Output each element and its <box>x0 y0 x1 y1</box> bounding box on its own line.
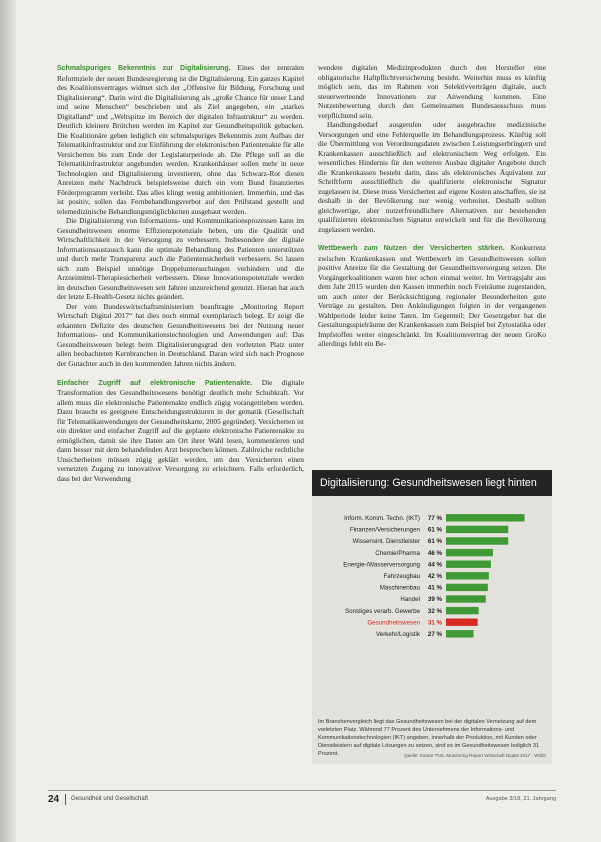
chart-bar <box>446 549 493 556</box>
article-left-column <box>57 63 304 483</box>
chart-value-label: 27 % <box>427 631 442 638</box>
infobox-title: Digitalisierung: Gesundheitswesen liegt hinten <box>312 470 552 496</box>
chart-value-label: 44 % <box>427 561 442 569</box>
paragraph <box>318 243 546 349</box>
infobox-digitalization <box>312 470 552 764</box>
chart-bar <box>446 595 486 602</box>
subheading: Wettbewerb zum Nutzen der Versicherten stärken. <box>318 245 505 253</box>
article-right-column <box>318 63 546 349</box>
caption-text: Im Branchenvergleich liegt das Gesundheitswesen bei der digitalen Vernetzung auf dem vorletzten Platz. Während 77 Prozent des Unternehmens der Informations- und Kommunikationstechnologien (IKT) angeben, innerhalb der Produktion, mit Kunden oder Dienstleistern auf digitale Lösungen zu setzen, sind es im Gesundheitswesen lediglich 31 Prozent. <box>318 719 540 757</box>
subheading: Einfacher Zugriff auf elektronische Patientenakte. <box>57 379 253 387</box>
chart-category-label: Finanzen/Versicherungen <box>349 526 420 534</box>
chart-value-label: 32 % <box>427 607 442 615</box>
chart-category-label: Chemie/Pharma <box>375 549 420 557</box>
infobox-source: Quelle: Kantar TNS, Monitoring Report Wirtschaft Digital 2017 · WIdO <box>404 753 546 758</box>
page-footer <box>48 790 556 807</box>
page-gutter-shadow <box>0 0 16 842</box>
chart-value-label: 77 % <box>427 515 442 522</box>
chart-category-label: Energie-/Wasserversorgung <box>343 561 420 569</box>
paragraph-text: Eines der zentralen Reformziele der neuen Bundesregierung ist die Digitalisierung. Ein ganzes Kapitel des Koalitionsvertrages widmet sich der „Offensive für Bildung, Forschung und Digitalisierung“. Darin wird die Digitalisierung als „große Chance für unser Land und seine Menschen“ beschrieben und als Ziel angegeben, ein „starkes Digitalland“ und „Weltspitze im Bereich der digitalen Infrastruktur“ zu werden. Deutlich kleinere Brötchen werden im Kapitel zur Gesundheitspolitik gebacken. Die Koalitionäre geben lediglich ein schmalspuriges Bekenntnis zum Aufbau der Telematikinfrastruktur und zur Einführung der elektronischen Patientenakte für alle Versicherten bis zum Ende der Legislaturperiode ab. Die Pflege soll an die Telematikinfrastruktur angebunden werden. Krankenhäuser sollen mehr in neue Technologien und Digitalisierung investieren, ohne das Schwarz-Rot diesen Anreizen mehr Nachdruck beispielsweise durch ein vom Bund finanziertes Förderprogramm verleiht. Das alles klingt wenig ambitioniert. Immerhin, und das ist positiv, sollen das Fernbehandlungsverbot auf den Prüfstand gestellt und telemedizinische Behandlungsmöglichkeiten ausgebaut werden. <box>57 63 304 216</box>
chart-value-label: 46 % <box>427 549 442 557</box>
chart-value-label: 39 % <box>427 596 442 604</box>
chart-bar <box>446 619 478 626</box>
chart-category-label: Verkehr/Logistik <box>375 631 420 638</box>
chart-category-label: Inform. Komm. Techn. (IKT) <box>344 515 420 522</box>
paragraph <box>57 63 304 216</box>
chart-bar <box>446 572 489 579</box>
chart-bar <box>446 630 474 637</box>
chart-category-label: Fahrzeugbau <box>383 573 420 580</box>
chart-category-label: Sonstiges verarb. Gewerbe <box>345 607 420 615</box>
subheading: Schmalspuriges Bekenntnis zur Digitalisierung. <box>57 65 231 72</box>
chart-bar <box>446 514 525 521</box>
chart-bar <box>446 526 508 533</box>
infobox-caption <box>318 718 548 758</box>
chart-value-label: 31 % <box>427 619 442 627</box>
chart-value-label: 61 % <box>427 526 442 534</box>
bar-chart <box>312 508 552 708</box>
chart-value-label: 42 % <box>427 573 442 580</box>
chart-bar <box>446 584 488 591</box>
paragraph: Handlungsbedarf ausgerufen oder ausgebrachte medizinische Versorgungen und eine Fehlerquelle im Behandlungsprozess. Künftig soll die Übermittlung von Verordnungsdaten zwischen Leistungserbringern und Krankenkassen ausschließlich auf elektronischem Weg erfolgen. Ein wesentliches Hindernis für den weiteren Ausbau digitaler Angebote durch die Krankenkassen besteht darin, dass als elektronisches Äquivalent zur Schriftform ausschließlich die qualifizierte elektronische Signatur zugelassen ist. Diese muss Versicherten auf eigene Kosten anschaffen, sie ist deshalb in der Bevölkerung nur wenig verbreitet. Deshalb sollten gleichwertige, aber nutzerfreundlichere Alternativen zur bestehenden qualifizierten elektronischen Signatur entwickelt und für die Bevölkerung zugelassen werden. <box>318 120 546 234</box>
chart-value-label: 41 % <box>427 584 442 592</box>
paragraph-text: Konkurrenz zwischen Krankenkassen und Wettbewerb im Gesundheitswesen sollen positive Anreize für die Gestaltung der Gesundheitsversorgung setzen. Die Vorgängerkoalitionen waren hier schon einmal weiter. Im Vertragsjahr aus dem Jahr 2015 wurden den Kassen immerhin noch Freiräume zugestanden, um auch unter der Berücksichtigung regionaler Besonderheiten gute Verträge zu gestalten. Den Ankündigungen folgten in der vergangenen Wahlperiode leider keine Taten. Im Gegenteil: Der Gesetzgeber hat die Gestaltungsspielräume der Krankenkassen zum Beispiel bei Zytostatika oder Impfstoffen weiter eingeschränkt. Im Koalitionsvertrag der neuen GroKo allerdings fehlt ein Be- <box>318 243 546 349</box>
chart-category-label: Gesundheitswesen <box>367 619 420 627</box>
paragraph-text: Die digitale Transformation des Gesundheitswesens benötigt deutlich mehr Schubkraft. Vor allem muss die elektronische Patientenakte endlich zügig vorangetrieben werden. Dazu braucht es geeignete Entscheidungsstrukturen in der gematik (Gesellschaft für Telematikanwendungen der Gesundheitskarte, 2005 gegründet). Versicherten ist ein direkter und einfacher Zugriff auf die geplante elektronische Patientenakte zu ermöglichen, damit sie ihre Daten am Ort ihrer Wahl lesen, kommentieren und dann besser mit dem behandelnden Arzt besprechen können. Zahlreiche rechtliche Unsicherheiten müssen zügig geklärt werden, um den Versicherten einen vernetzten Zugang zu innovativer Versorgung zu erleichtern. Falls erforderlich, dass bei der Verwendung <box>57 377 305 483</box>
chart-category-label: Wissensint. Dienstleister <box>352 538 420 546</box>
paragraph <box>57 378 304 484</box>
chart-category-label: Handel <box>400 596 420 604</box>
footer-issue: Ausgabe 3/18, 21. Jahrgang <box>485 796 556 802</box>
footer-section: Gesundheit und Gesellschaft <box>71 796 149 802</box>
chart-category-label: Maschinenbau <box>379 584 420 592</box>
paragraph: Die Digitalisierung von Informations- und Kommunikationsprozessen kann im Gesundheitswesen enorme Effizienzpotenziale heben, um die Qualität und Wirtschaftlichkeit in der Versorgung zu verbessern. Insbesondere der digitale Informationsaustausch kann die optimale Behandlung des Patienten unterstützen und durch mehr Transparenz auch die Patientensicherheit verbessern. So lassen sich zum Beispiel unnötige Doppeluntersuchungen verhindern und die Arzneimittel-Therapiesicherheit verbessern. Diese Innovationspotenziale werden im deutschen Gesundheitswesen seit Jahren unzureichend genutzt. Hieran hat auch der letzte E-Health-Gesetz nichts geändert. <box>57 216 304 302</box>
paragraph: wendete digitalen Medizinprodukten durch den Hersteller eine obligatorische Haftpflichtversicherung besteht. Weiterhin muss es künftig möglich sein, das im Rahmen von Selektivverträgen digitale, auch steuerwerteende Innovationen zur Anwendung kommen. Eine Nutzenbewertung durch den Gemeinsamen Bundesausschuss muss verpflichtend sein. <box>318 63 546 120</box>
chart-value-label: 61 % <box>427 538 442 546</box>
chart-bar <box>446 537 508 544</box>
chart-bar <box>446 607 479 614</box>
footer-divider <box>65 794 66 805</box>
page-number: 24 <box>48 794 60 805</box>
paragraph: Der vom Bundeswirtschaftsministerium beauftragte „Monitoring Report Wirtschaft Digital 2017“ hat dies noch einmal exemplarisch belegt. Er zeigt die erkannten Defizite des deutschen Gesundheitswesens bei der Nutzung neuer Informations- und Kommunikationstechnologien und Anwendungen auf: Das Gesundheitswesen belegt beim Digitalisierungsgrad den vorletzten Platz unter allen beobachteten Kernbranchen in Deutschland. Daran wird sich nach Prognose der Gutachter auch in den kommenden Jahren nichts ändern. <box>57 301 304 368</box>
chart-bar <box>446 561 491 568</box>
